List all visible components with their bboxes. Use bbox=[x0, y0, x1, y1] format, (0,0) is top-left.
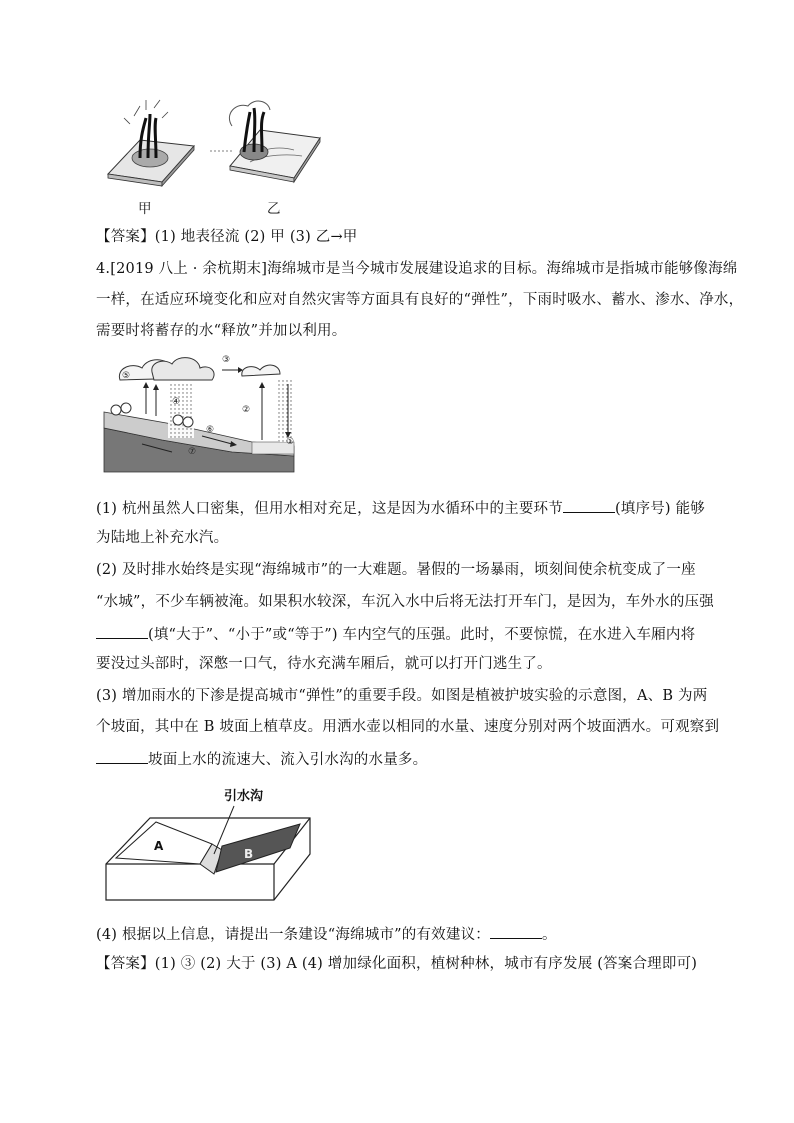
slope-b-label: B bbox=[244, 847, 254, 861]
terrain-figure bbox=[104, 96, 324, 188]
answer-2: 【答案】(1) ③ (2) 大于 (3) A (4) 增加绿化面积，植树种林，城市有序发展 (答案合理即可) bbox=[96, 956, 698, 972]
figure-label-jia: 甲 bbox=[138, 201, 152, 217]
sub-question-4 bbox=[96, 924, 557, 944]
sub1-text-b: (填序号) 能够 bbox=[614, 501, 705, 517]
answer-blank-4[interactable] bbox=[490, 924, 542, 939]
sub3-text-b: 坡面上水的流速大、流入引水沟的水量多。 bbox=[148, 752, 428, 768]
label-2: ② bbox=[242, 405, 251, 415]
sub1-text-a: (1) 杭州虽然人口密集，但用水相对充足，这是因为水循环中的主要环节 bbox=[96, 501, 563, 517]
sub-question-3-line-3 bbox=[96, 749, 427, 769]
sub-question-3-line-1: (3) 增加雨水的下渗是提高城市“弹性”的重要手段。如图是植被护坡实验的示意图，A、B 为两 bbox=[96, 688, 708, 704]
answer-blank-1[interactable] bbox=[563, 498, 615, 513]
label-6: ⑥ bbox=[206, 425, 215, 435]
sub2-text-b: (填“大于”、“小于”或“等于”) 车内空气的压强。此时，不要惊慌，在水进入车厢内将 bbox=[148, 627, 696, 643]
sub-question-2-line-2: “水城”，不少车辆被淹。如果积水较深，车沉入水中后将无法打开车门，是因为，车外水的压强 bbox=[96, 594, 714, 610]
figure-label-yi: 乙 bbox=[267, 201, 281, 217]
question-4-line-1: 4.[2019 八上 · 余杭期末]海绵城市是当今城市发展建设追求的目标。海绵城市是指城市能够像海绵 bbox=[96, 261, 738, 277]
label-7: ⑦ bbox=[188, 447, 197, 457]
sub4-text-b: 。 bbox=[541, 927, 557, 943]
sub-question-2-line-1: (2) 及时排水始终是实现“海绵城市”的一大难题。暑假的一场暴雨，顷刻间使余杭变成了一座 bbox=[96, 562, 696, 578]
sub4-text-a: (4) 根据以上信息，请提出一条建设“海绵城市”的有效建议： bbox=[96, 927, 490, 943]
answer-blank-2[interactable] bbox=[96, 624, 148, 639]
sub-question-3-line-2: 个坡面，其中在 B 坡面上植草皮。用洒水壶以相同的水量、速度分别对两个坡面洒水。可观察到 bbox=[96, 719, 720, 735]
question-4-line-2: 一样，在适应环境变化和应对自然灾害等方面具有良好的“弹性”，下雨时吸水、蓄水、渗水、净水， bbox=[96, 292, 744, 308]
answer-blank-3[interactable] bbox=[96, 749, 148, 764]
water-cycle-diagram bbox=[102, 348, 298, 474]
slope-a-label: A bbox=[154, 839, 164, 853]
slope-experiment-figure bbox=[104, 784, 314, 904]
channel-label: 引水沟 bbox=[224, 789, 264, 804]
sub-question-2-line-4: 要没过头部时，深憋一口气，待水充满车厢后，就可以打开门逃生了。 bbox=[96, 656, 552, 672]
sub-question-1-line-1 bbox=[96, 498, 705, 518]
label-3: ③ bbox=[222, 355, 231, 365]
label-1: ① bbox=[286, 437, 295, 447]
answer-1: 【答案】(1) 地表径流 (2) 甲 (3) 乙→甲 bbox=[96, 229, 358, 245]
label-4: ④ bbox=[172, 397, 181, 407]
label-5: ⑤ bbox=[122, 371, 131, 381]
sub-question-1-line-2: 为陆地上补充水汽。 bbox=[96, 530, 229, 546]
question-4-line-3: 需要时将蓄存的水“释放”并加以利用。 bbox=[96, 323, 347, 339]
sub-question-2-line-3 bbox=[96, 624, 695, 644]
